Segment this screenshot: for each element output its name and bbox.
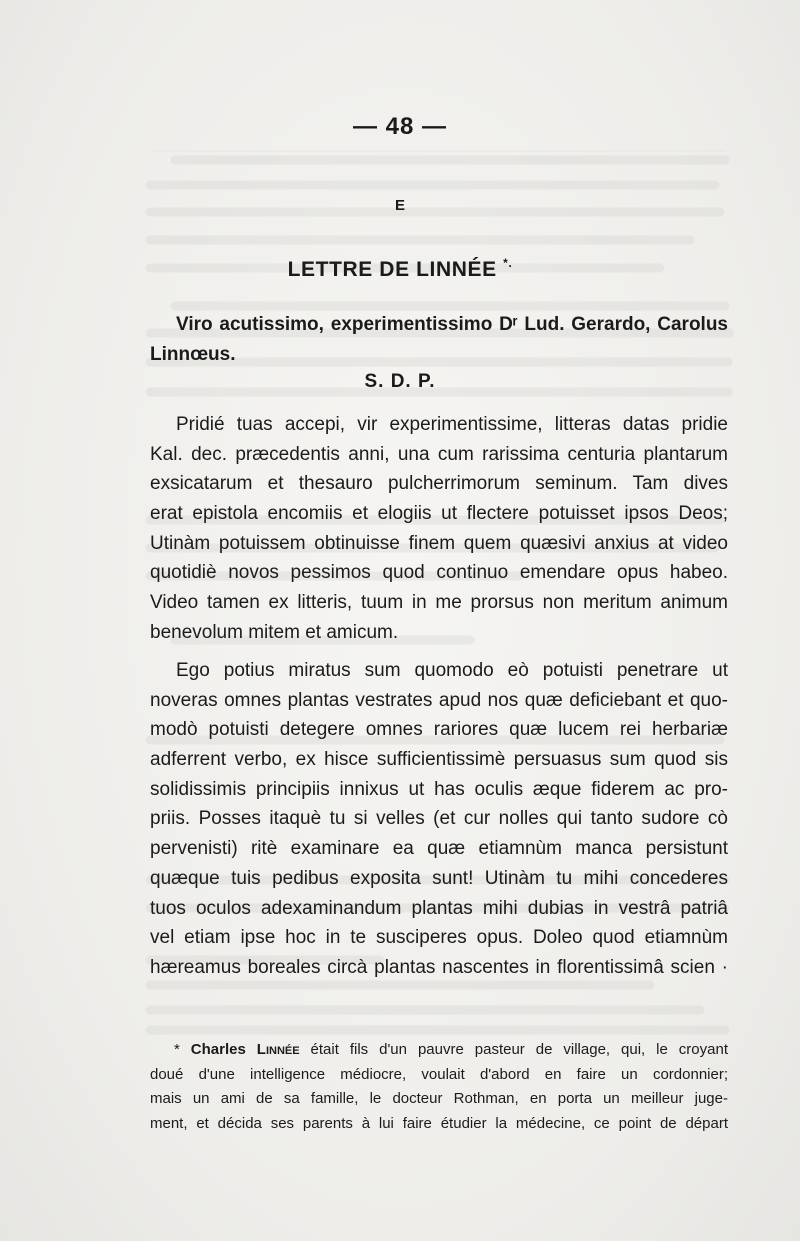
paragraph-line: solidissimis principiis innixus ut has oculis æque fiderem ac pro- bbox=[150, 778, 728, 800]
footnote-line bbox=[150, 1038, 728, 1063]
paragraph-line: modò potuisti detegere omnes rariores quæ lucem rei herbariæ bbox=[150, 719, 728, 741]
paragraph-line: erat epistola encomiis et elogiis ut flectere potuisset ipsos Deos; bbox=[150, 503, 728, 525]
footnote-marker: *. bbox=[503, 256, 513, 270]
paragraph-line: tuos oculos adexaminandum plantas mihi dubias in vestrâ patriâ bbox=[150, 897, 728, 919]
paragraph-line: pervenisti) ritè examinare ea quæ etiamnùm manca persistunt bbox=[150, 838, 728, 860]
sdp-greeting: S. D. P. bbox=[364, 371, 436, 392]
page-number: — 48 — bbox=[352, 113, 448, 140]
paragraph-line: quæque tuis pedibus exposita sunt! Utinàm tu mihi concederes bbox=[150, 867, 728, 889]
paragraph-line: vel etiam ipse hoc in te susciperes opus. Doleo quod etiamnùm bbox=[150, 927, 728, 949]
paragraph-line: Pridié tuas accepi, vir experimentissime, litteras datas pridie bbox=[176, 414, 728, 435]
paragraph-line: priis. Posses itaquè tu si velles (et cur nolles qui tanto sudore cò bbox=[150, 808, 728, 830]
paragraph-line: Video tamen ex litteris, tuum in me prorsus non meritum animum bbox=[150, 592, 728, 614]
section-letter: E bbox=[394, 197, 405, 214]
paragraph-line: hæreamus boreales circà plantas nascentes in florentissimâ scien · bbox=[150, 956, 728, 978]
footnote-line-rest: était fils d'un pauvre pasteur de village, qui, le croyant bbox=[310, 1041, 728, 1058]
salutation-line: Viro acutissimo, experimentissimo Dʳ Lud. Gerardo, Carolus bbox=[176, 314, 728, 335]
footnote-line: doué d'une intelligence médiocre, voulait d'abord en faire un cordonnier; bbox=[150, 1065, 728, 1083]
footnote-line: mais un ami de sa famille, le docteur Rothman, en porta un meilleur juge- bbox=[150, 1090, 728, 1107]
paragraph-line: exsicatarum et thesauro pulcherrimorum seminum. Tam dives bbox=[150, 473, 728, 495]
paragraph-line: benevolum mitem et amicum. bbox=[150, 621, 399, 643]
footnote-line: ment, et décida ses parents à lui faire étudier la médecine, ce point de départ bbox=[150, 1114, 728, 1132]
footnote-first-name: Charles bbox=[190, 1041, 246, 1058]
salutation-line: Linnœus. bbox=[150, 343, 236, 365]
footnote-surname: Linnée bbox=[256, 1041, 300, 1058]
paragraph-line: Kal. dec. præcedentis anni, una cum rarissima centuria plantarum bbox=[150, 443, 728, 465]
paragraph-line: noveras omnes plantas vestrates apud nos quæ deficiebant et quo- bbox=[150, 689, 728, 711]
paragraph-line: Utinàm potuissem obtinuisse finem quem quæsivi anxius at video bbox=[150, 532, 728, 554]
letter-title-text: LETTRE DE LINNÉE bbox=[287, 258, 497, 281]
paragraph-line: quotidiè novos pessimos quod continuo emendare opus habeo. bbox=[150, 562, 728, 584]
footnote bbox=[150, 1038, 728, 1136]
paragraph-line: adferrent verbo, ex hisce sufficientissimè persuasus sum quod sis bbox=[150, 749, 728, 771]
paragraph-line: Ego potius miratus sum quomodo eò potuisti penetrare ut bbox=[176, 660, 728, 681]
salutation bbox=[150, 310, 728, 369]
paragraph-1 bbox=[150, 410, 728, 648]
paragraph-2 bbox=[150, 656, 728, 983]
footnote-star: * bbox=[174, 1041, 180, 1058]
letter-title bbox=[0, 256, 800, 282]
